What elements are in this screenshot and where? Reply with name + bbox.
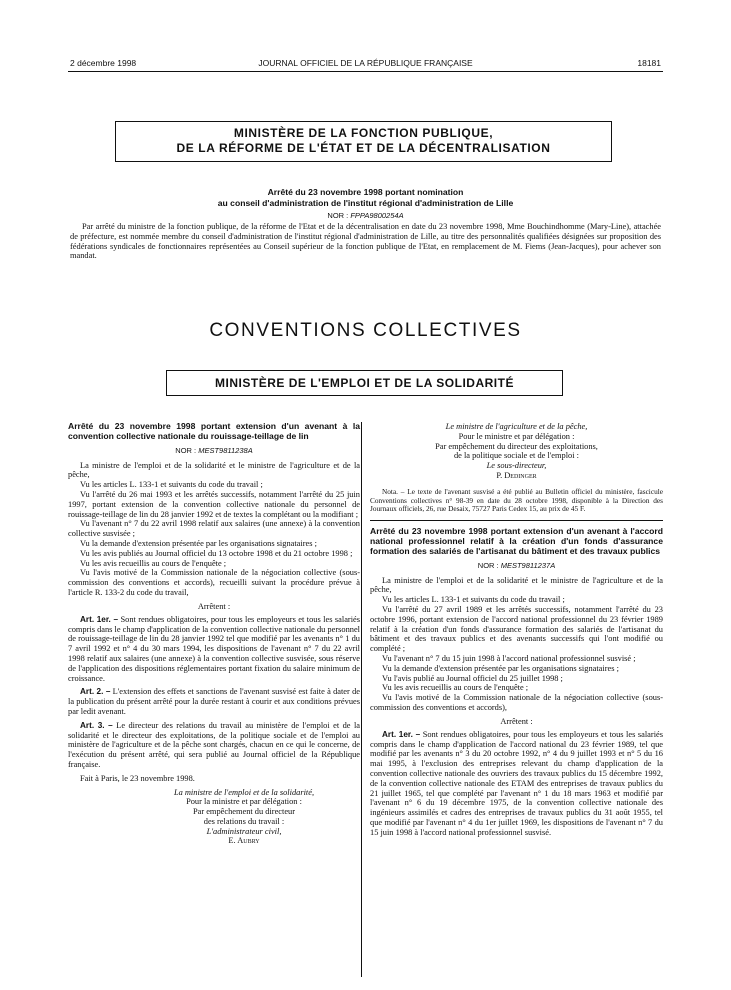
left-sig-line: Pour la ministre et par délégation : <box>186 797 302 807</box>
left-article-3-label: Art. 3. – <box>80 720 113 730</box>
arrete-nomination-paragraph: Par arrêté du ministre de la fonction publique, de la réforme de l'Etat et de la décentralisation en date du 23 novembre 1998, Mme Bouchindhomme (Mary-Line), attachée de préfecture, est nommée membre du conseil d'administration de l'institut régional d'administration de Lille, au titre des personnalités qualifiées désignées sur proposition des fédérations syndicales de fonctionnaires représentées au Conseil supérieur de la fonction publique de l'Etat, en remplacement de M. Fiems (Jean-Jacques), pour achever son mandat. <box>70 222 661 261</box>
visa-paragraph: Vu les articles L. 133-1 et suivants du code du travail ; <box>382 595 565 605</box>
ministry-fonction-publique-box <box>115 121 612 162</box>
left-sig-name: E. Aubry <box>228 836 260 846</box>
visa-paragraph: La ministre de l'emploi et de la solidarité et le ministre de l'agriculture et de la pêche, <box>370 575 663 595</box>
nor-value: FPPA9800254A <box>350 211 404 220</box>
left-sig-line: des relations du travail : <box>203 816 285 826</box>
visa-paragraph: Vu l'avenant n° 7 du 15 juin 1998 à l'accord national professionnel susvisé ; <box>382 653 636 663</box>
right-sig-line: Pour le ministre et par délégation : <box>458 431 575 441</box>
nor-reference <box>0 211 731 220</box>
left-article-1-label: Art. 1er. – <box>80 614 119 624</box>
right-column <box>370 422 663 837</box>
visa-paragraph: Vu les articles L. 133-1 et suivants du code du travail ; <box>80 480 263 490</box>
left-visas <box>68 461 360 598</box>
visa-paragraph: Vu les avis publiés au Journal officiel du 13 octobre 1998 et du 21 octobre 1998 ; <box>80 548 353 558</box>
arrete-nomination-body <box>70 222 661 261</box>
left-article-2-label: Art. 2. – <box>80 687 111 697</box>
right-sig-line: Par empêchement du directeur des exploitations, <box>435 441 598 451</box>
visa-paragraph: Vu l'avis motivé de la Commission nationale de la négociation collective (sous-commission des conventions et accords), <box>370 693 663 712</box>
header-rule <box>68 71 663 72</box>
left-sig-line: L'administrateur civil, <box>206 826 282 836</box>
section-title: CONVENTIONS COLLECTIVES <box>209 320 522 341</box>
left-arretent: Arrêtent : <box>197 601 231 611</box>
left-nor-label: NOR : <box>175 445 197 455</box>
visa-paragraph: Vu l'avenant n° 7 du 22 avril 1998 relatif aux salaires (une annexe) à la convention collective susvisée ; <box>68 519 360 539</box>
right-sig-name: P. Dedinger <box>496 470 537 480</box>
right-article-1-text: Sont rendues obligatoires, pour tous les employeurs et tous les salariés compris dans le champ d'application de l'accord national du 23 février 1989, tel que modifié par les avenants n° 3 du 20 octobre 1992, n° 4 du 9 juillet 1993 et n° 5 du 16 mai 1995, à l'exclusion des entreprises relevant du champ d'application de la convention collective nationale des ouvriers des travaux publics du 15 décembre 1992, de la convention collective nationale des ETAM des entreprises de travaux publics du 21 juillet 1965, tel que complété par l'avenant n° 1 du 18 mars 1963 et modifié par l'avenant n° 6 du 19 décembre 1975, de la convention collective nationale des ingénieurs assimilés et cadres des entreprises de travaux publics du 31 août 1955, tel que modifié par l'avenant n° 4 du 1er juillet 1969, les dispositions de l'avenant n° 7 du 15 juin 1998 à l'accord national professionnel susvisé. <box>370 729 663 837</box>
visa-paragraph: Vu l'arrêté du 27 avril 1989 et les arrêtés successifs, notamment l'arrêté du 23 octobre 1996, portant extension de l'accord national professionnel du 23 février 1989 relatif à la création d'un fonds d'assurance formation des salariés de l'artisanat du bâtiment et des travaux publics et des avenants successifs qui l'ont modifié ou complété ; <box>370 604 663 654</box>
nor-label: NOR : <box>327 211 349 220</box>
right-signature-block <box>370 422 663 481</box>
left-fait-a-paris: Fait à Paris, le 23 novembre 1998. <box>80 773 195 783</box>
left-article-2 <box>68 687 360 716</box>
ministry-line-1: MINISTÈRE DE LA FONCTION PUBLIQUE, <box>233 126 494 140</box>
visa-paragraph: Vu la demande d'extension présentée par les organisations signataires ; <box>382 663 619 673</box>
left-nor-reference <box>68 446 360 455</box>
right-sig-line: Le sous-directeur, <box>486 461 547 471</box>
right-visas <box>370 576 663 713</box>
right-sig-line: Le ministre de l'agriculture et de la pêche, <box>445 422 588 431</box>
visa-paragraph: Vu la demande d'extension présentée par les organisations signataires ; <box>80 538 317 548</box>
visa-paragraph: Vu l'arrêté du 26 mai 1993 et les arrêtés successifs, notamment l'arrêté du 25 juin 1997, portant extension de la convention collective nationale du personnel de rouissage-teillage de lin du 28 janvier 1992 et de textes la complétant ou la modifiant ; <box>68 489 360 519</box>
visa-paragraph: Vu l'avis publié au Journal officiel du 25 juillet 1998 ; <box>382 673 563 683</box>
running-header <box>70 58 661 70</box>
right-nor-value: MEST9811237A <box>500 560 556 570</box>
left-article-3-text: Le directeur des relations du travail au ministère de l'emploi et de la solidarité et le directeur des exploitations, de la politique sociale et de l'emploi au ministère de l'agriculture et de la pêche sont chargés, chacun en ce qui le concerne, de l'exécution du présent arrêté, qui sera publié au Journal officiel de la République française. <box>68 720 360 769</box>
left-column <box>68 422 360 846</box>
left-signature-block <box>68 788 360 847</box>
right-separator <box>370 520 663 521</box>
left-arrete-heading: Arrêté du 23 novembre 1998 portant extension d'un avenant à la convention collective nationale du rouissage-teillage de lin <box>68 421 360 441</box>
left-nor-value: MEST9811238A <box>198 445 253 455</box>
right-arretent: Arrêtent : <box>500 716 533 726</box>
ministry-emploi-box: MINISTÈRE DE L'EMPLOI ET DE LA SOLIDARITÉ <box>166 370 563 396</box>
right-nota: Nota. – Le texte de l'avenant susvisé a été publié au Bulletin officiel du ministère, fascicule Conventions collectives n° 98-39 en date du 28 octobre 1998, disponible à la Direction des Journaux officiels, 26, rue Desaix, 75727 Paris Cedex 15, au prix de 45 F. <box>370 486 663 514</box>
right-nor-label: NOR : <box>477 560 499 570</box>
visa-paragraph: Vu les avis recueillis au cours de l'enquête ; <box>382 683 529 693</box>
right-article-1 <box>370 730 663 838</box>
header-journal-title: JOURNAL OFFICIEL DE LA RÉPUBLIQUE FRANÇAISE <box>258 58 473 68</box>
left-article-1 <box>68 615 360 684</box>
ministry-line-2: DE LA RÉFORME DE L'ÉTAT ET DE LA DÉCENTRALISATION <box>176 141 551 155</box>
header-date: 2 décembre 1998 <box>70 58 137 68</box>
left-article-2-text: L'extension des effets et sanctions de l'avenant susvisé est faite à dater de la publication du présent arrêté pour la durée restant à courir et aux conditions prévues par ledit avenant. <box>68 687 360 716</box>
visa-paragraph: La ministre de l'emploi et de la solidarité et le ministre de l'agriculture et de la pêche, <box>68 460 360 480</box>
arrete-nomination-title-2: au conseil d'administration de l'institut régional d'administration de Lille <box>217 197 514 208</box>
arrete-nomination-title-1: Arrêté du 23 novembre 1998 portant nomination <box>267 187 464 197</box>
left-article-1-text: Sont rendues obligatoires, pour tous les employeurs et tous les salariés compris dans le champ d'application de la convention collective nationale du personnel de rouissage-teillage de lin du 28 janvier 1992 tel que modifié par les avenants n° 1 du 7 avril 1992 et n° 4 du 30 mars 1994, les dispositions de l'avenant n° 7 du 22 avril 1998 relatif aux salaires (une annexe) à la convention collective susvisée, sous réserve de l'application des dispositions réglementaires portant fixation du salaire minimum de croissance. <box>68 614 361 683</box>
visa-paragraph: Vu les avis recueillis au cours de l'enquête ; <box>80 558 227 568</box>
right-nor-reference <box>370 561 663 570</box>
visa-paragraph: Vu l'avis motivé de la Commission nationale de la négociation collective (sous-commission des conventions et accords), recueilli suivant la procédure prévue à l'article R. 133-2 du code du travail, <box>68 568 360 597</box>
column-divider <box>361 422 362 977</box>
left-article-3 <box>68 721 360 770</box>
left-sig-line: La ministre de l'emploi et de la solidarité, <box>173 787 315 797</box>
right-article-1-label: Art. 1er. – <box>382 729 421 739</box>
right-sig-line: de la politique sociale et de l'emploi : <box>453 451 579 461</box>
right-arrete-heading: Arrêté du 23 novembre 1998 portant extension d'un avenant à l'accord national professionnel relatif à la création d'un fonds d'assurance formation des salariés de l'artisanat du bâtiment et des travaux publics <box>370 526 663 556</box>
arrete-nomination-heading <box>70 187 661 208</box>
left-sig-line: Par empêchement du directeur <box>192 807 296 817</box>
header-page-number: 18181 <box>637 58 661 68</box>
